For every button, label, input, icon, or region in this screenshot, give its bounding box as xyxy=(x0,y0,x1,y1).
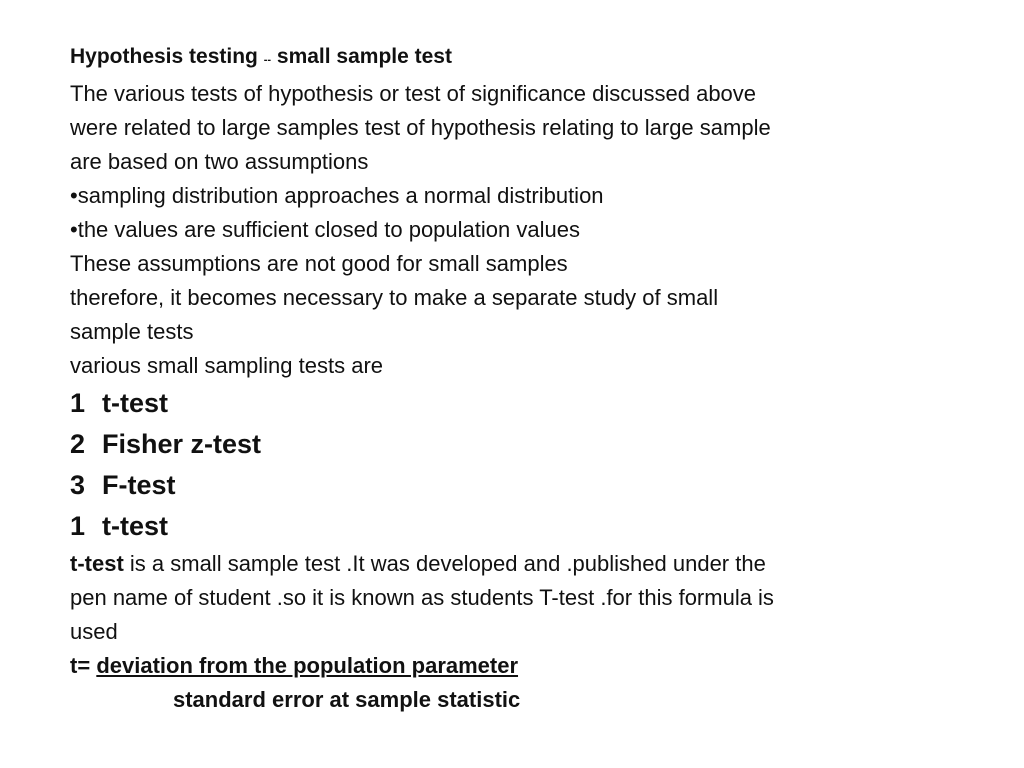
test-label: t-test xyxy=(102,511,168,541)
intro-line-3: are based on two assumptions xyxy=(70,149,369,174)
ttest-desc-line-2: pen name of student .so it is known as students T-test .for this formula is xyxy=(70,585,774,610)
intro-line-1: The various tests of hypothesis or test of significance discussed above xyxy=(70,81,757,106)
formula-numerator-line xyxy=(70,649,964,683)
test-label: Fisher z-test xyxy=(102,429,262,459)
test-number: 1 xyxy=(70,388,86,418)
intro-line-2: were related to large samples test of hypothesis relating to large sample xyxy=(70,115,771,140)
formula-lhs: t= xyxy=(70,653,91,678)
bullet-item: •sampling distribution approaches a normal distribution xyxy=(70,183,604,208)
ttest-desc-text: is a small sample test .It was developed and .published under the xyxy=(123,551,766,576)
test-list-item xyxy=(70,383,964,424)
formula-denominator: standard error at sample statistic xyxy=(173,687,521,712)
ttest-desc-line-3: used xyxy=(70,619,118,644)
test-number: 1 xyxy=(70,511,86,541)
test-label: t-test xyxy=(102,388,168,418)
body-line-1: These assumptions are not good for small samples xyxy=(70,251,568,276)
formula-numerator: deviation from the population parameter xyxy=(96,653,519,678)
body-line-2: therefore, it becomes necessary to make a separate study of small xyxy=(70,285,719,310)
section-heading xyxy=(70,506,964,547)
test-number: 3 xyxy=(70,470,86,500)
ttest-term: t-test xyxy=(70,551,124,576)
body-line-4: various small sampling tests are xyxy=(70,353,384,378)
slide-title xyxy=(70,40,964,77)
bullet-item: •the values are sufficient closed to population values xyxy=(70,217,580,242)
test-list-item xyxy=(70,465,964,506)
test-label: F-test xyxy=(102,470,176,500)
title-dash: -- xyxy=(263,54,272,66)
title-right: small sample test xyxy=(276,45,452,68)
test-number: 2 xyxy=(70,429,86,459)
test-list-item xyxy=(70,424,964,465)
body-line-3: sample tests xyxy=(70,319,194,344)
title-left: Hypothesis testing xyxy=(70,45,258,68)
ttest-desc-line-1 xyxy=(70,547,964,581)
